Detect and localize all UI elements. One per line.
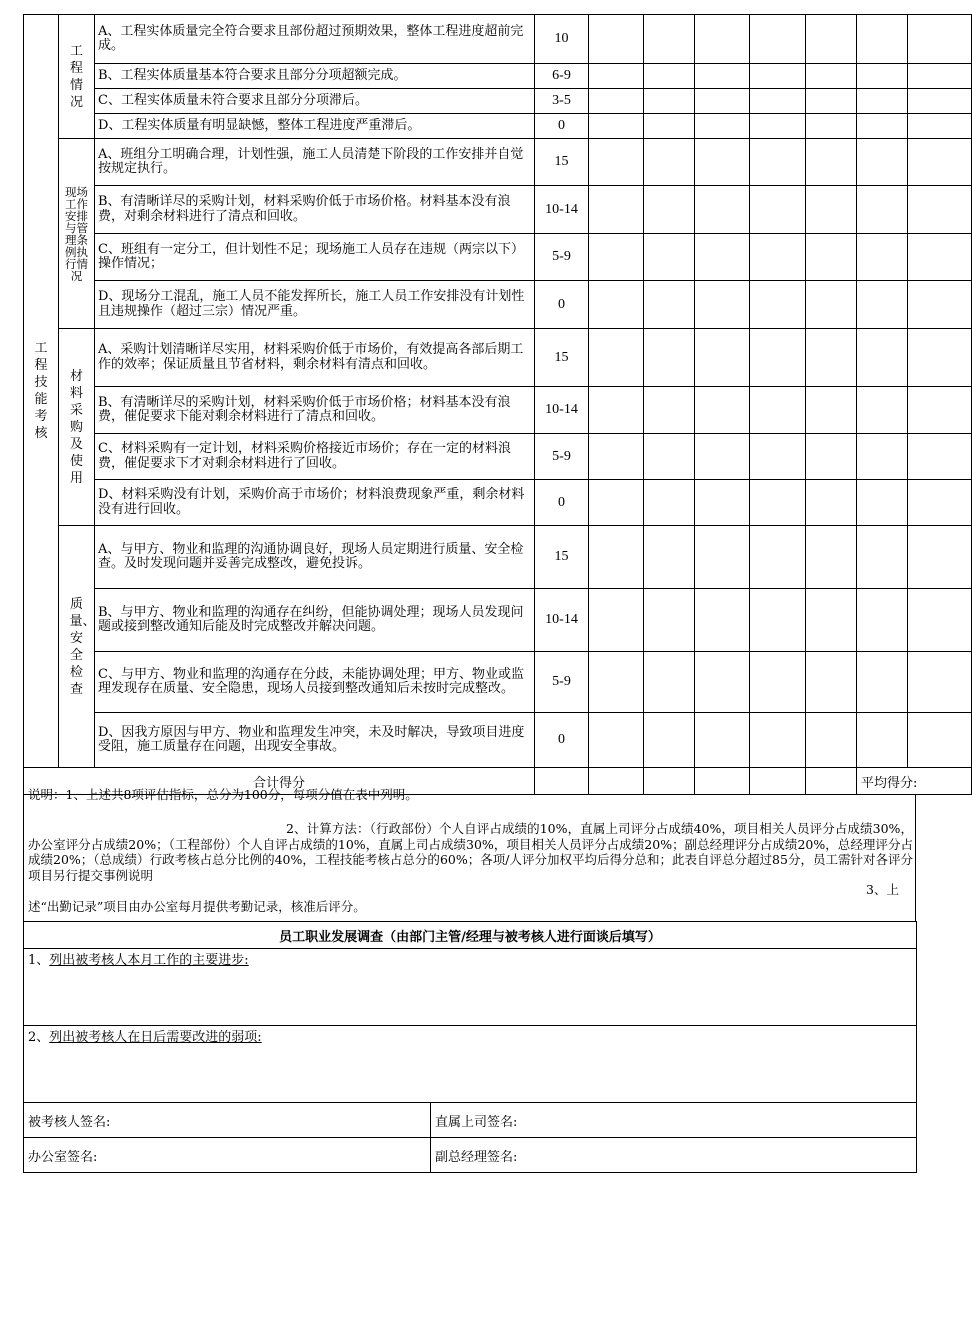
table-row bbox=[24, 139, 972, 186]
score-entry-cell[interactable] bbox=[589, 89, 644, 114]
score-entry-cell[interactable] bbox=[806, 589, 857, 652]
score-entry-cell[interactable] bbox=[589, 480, 644, 526]
table-row bbox=[24, 64, 972, 89]
score-entry-cell[interactable] bbox=[857, 713, 908, 768]
score-entry-cell[interactable] bbox=[695, 526, 750, 589]
table-row bbox=[24, 480, 972, 526]
survey-title: 员工职业发展调查（由部门主管/经理与被考核人进行面谈后填写） bbox=[24, 922, 917, 949]
score-entry-cell[interactable] bbox=[857, 652, 908, 713]
appraisal-sheet bbox=[23, 14, 916, 1173]
examinee-signature-field[interactable]: 被考核人签名: bbox=[24, 1103, 431, 1138]
criterion-description: B、与甲方、物业和监理的沟通存在纠纷，但能协调处理；现场人员发现问题或接到整改通知后能及时完成整改并解决问题。 bbox=[95, 589, 535, 652]
score-entry-cell[interactable] bbox=[695, 434, 750, 480]
criterion-description: B、工程实体质量基本符合要求且部分分项超额完成。 bbox=[95, 64, 535, 89]
score-entry-cell[interactable] bbox=[644, 480, 695, 526]
criterion-score-range: 15 bbox=[535, 526, 589, 589]
score-entry-cell[interactable] bbox=[589, 114, 644, 139]
total-score-label: 合计得分 bbox=[24, 768, 535, 795]
criterion-score-range: 15 bbox=[535, 139, 589, 186]
note-line-4: 述“出勤记录”项目由办公室每月提供考勤记录，核准后评分。 bbox=[28, 899, 366, 914]
survey-question-1[interactable] bbox=[24, 949, 917, 1026]
score-entry-cell[interactable] bbox=[695, 89, 750, 114]
score-entry-cell[interactable] bbox=[589, 15, 644, 64]
note-line-2: 2、计算方法：（行政部份）个人自评占成绩的10%，直属上司评分占成绩40%，项目相关人员评分占成绩30%，办公室评分占成绩20%；（工程部份）个人自评占成绩的10%，直属上司占成绩30%，项目相关人员评分占成绩20%；副总经理评分占成绩20%，总经理评分占成绩20%；（总成绩）行政考核占总分比例的40%，工程技能考核占总分的60%；各项/人评分加权平均后得分总和；此表自评总分超过85分，员工需针对各评分项目另行提交事例说明 bbox=[28, 821, 913, 883]
score-entry-cell[interactable] bbox=[695, 652, 750, 713]
score-entry-cell[interactable] bbox=[589, 281, 644, 329]
score-entry-cell[interactable] bbox=[806, 114, 857, 139]
table-row bbox=[24, 589, 972, 652]
criterion-score-range: 10-14 bbox=[535, 186, 589, 234]
criterion-description: B、有清晰详尽的采购计划，材料采购价低于市场价格；材料基本没有浪费，催促要求下能对剩余材料进行了清点和回收。 bbox=[95, 387, 535, 434]
score-entry-cell[interactable] bbox=[806, 713, 857, 768]
score-entry-cell[interactable] bbox=[750, 652, 806, 713]
note-line-1: 说明：1、上述共8项评估指标，总分为100分，每项分值在表中列明。 bbox=[28, 787, 418, 802]
score-entry-cell[interactable] bbox=[908, 713, 972, 768]
section-category-label: 材料采购及使用 bbox=[69, 368, 83, 486]
table-row bbox=[24, 186, 972, 234]
score-entry-cell[interactable] bbox=[806, 139, 857, 186]
criterion-score-range: 5-9 bbox=[535, 434, 589, 480]
evaluation-table bbox=[23, 14, 972, 795]
score-entry-cell[interactable] bbox=[750, 387, 806, 434]
score-entry-cell[interactable] bbox=[806, 64, 857, 89]
score-entry-cell[interactable] bbox=[644, 281, 695, 329]
score-entry-cell[interactable] bbox=[695, 139, 750, 186]
table-row bbox=[24, 281, 972, 329]
score-entry-cell[interactable] bbox=[857, 480, 908, 526]
section-category-cell bbox=[59, 526, 95, 768]
score-entry-cell[interactable] bbox=[695, 281, 750, 329]
score-entry-cell[interactable] bbox=[857, 434, 908, 480]
score-entry-cell[interactable] bbox=[857, 114, 908, 139]
score-entry-cell[interactable] bbox=[644, 589, 695, 652]
score-entry-cell[interactable] bbox=[806, 89, 857, 114]
score-entry-cell[interactable] bbox=[806, 652, 857, 713]
criterion-score-range: 5-9 bbox=[535, 234, 589, 281]
score-entry-cell[interactable] bbox=[806, 186, 857, 234]
section-category-label: 工程情况 bbox=[69, 43, 83, 110]
score-entry-cell[interactable] bbox=[750, 64, 806, 89]
score-entry-cell[interactable] bbox=[644, 526, 695, 589]
score-entry-cell[interactable] bbox=[695, 114, 750, 139]
score-entry-cell[interactable] bbox=[750, 589, 806, 652]
criterion-score-range: 6-9 bbox=[535, 64, 589, 89]
score-entry-cell[interactable] bbox=[806, 329, 857, 387]
criterion-description: A、班组分工明确合理，计划性强，施工人员清楚下阶段的工作安排并自觉按规定执行。 bbox=[95, 139, 535, 186]
score-entry-cell[interactable] bbox=[908, 186, 972, 234]
score-entry-cell[interactable] bbox=[908, 64, 972, 89]
score-entry-cell[interactable] bbox=[644, 434, 695, 480]
section-category-label: 现场工作安排与管理条例执行情况 bbox=[65, 184, 88, 283]
score-entry-cell[interactable] bbox=[750, 139, 806, 186]
score-entry-cell[interactable] bbox=[644, 64, 695, 89]
score-entry-cell[interactable] bbox=[750, 114, 806, 139]
table-row bbox=[24, 652, 972, 713]
notes-section bbox=[23, 787, 916, 921]
criterion-description: A、与甲方、物业和监理的沟通协调良好，现场人员定期进行质量、安全检查。及时发现问题并妥善完成整改，避免投诉。 bbox=[95, 526, 535, 589]
table-row bbox=[24, 234, 972, 281]
question-2-text: 列出被考核人在日后需要改进的弱项: bbox=[49, 1030, 262, 1045]
score-entry-cell[interactable] bbox=[908, 114, 972, 139]
survey-question-2[interactable] bbox=[24, 1026, 917, 1103]
score-entry-cell[interactable] bbox=[589, 589, 644, 652]
question-1-number: 1、 bbox=[28, 953, 50, 968]
score-entry-cell[interactable] bbox=[589, 139, 644, 186]
score-entry-cell[interactable] bbox=[857, 589, 908, 652]
score-entry-cell[interactable] bbox=[908, 281, 972, 329]
table-row bbox=[24, 114, 972, 139]
score-entry-cell[interactable] bbox=[908, 480, 972, 526]
score-entry-cell[interactable] bbox=[806, 480, 857, 526]
score-entry-cell[interactable] bbox=[589, 713, 644, 768]
criterion-score-range: 5-9 bbox=[535, 652, 589, 713]
score-entry-cell[interactable] bbox=[908, 652, 972, 713]
score-entry-cell[interactable] bbox=[908, 387, 972, 434]
criterion-score-range: 10-14 bbox=[535, 589, 589, 652]
score-entry-cell[interactable] bbox=[857, 15, 908, 64]
score-entry-cell[interactable] bbox=[857, 281, 908, 329]
score-entry-cell[interactable] bbox=[750, 526, 806, 589]
criterion-description: C、与甲方、物业和监理的沟通存在分歧，未能协调处理；甲方、物业或监理发现存在质量、安全隐患，现场人员接到整改通知后未按时完成整改。 bbox=[95, 652, 535, 713]
score-entry-cell[interactable] bbox=[857, 64, 908, 89]
score-entry-cell[interactable] bbox=[857, 234, 908, 281]
table-row bbox=[24, 15, 972, 64]
score-entry-cell[interactable] bbox=[695, 15, 750, 64]
score-entry-cell[interactable] bbox=[750, 186, 806, 234]
score-entry-cell[interactable] bbox=[750, 234, 806, 281]
score-entry-cell[interactable] bbox=[589, 387, 644, 434]
criterion-score-range: 10 bbox=[535, 15, 589, 64]
score-entry-cell[interactable] bbox=[589, 186, 644, 234]
score-entry-cell[interactable] bbox=[695, 713, 750, 768]
score-entry-cell[interactable] bbox=[750, 480, 806, 526]
supervisor-signature-field[interactable]: 直属上司签名: bbox=[431, 1103, 917, 1138]
score-entry-cell[interactable] bbox=[644, 186, 695, 234]
criterion-score-range: 0 bbox=[535, 281, 589, 329]
survey-table bbox=[23, 921, 917, 1173]
score-entry-cell[interactable] bbox=[750, 15, 806, 64]
score-entry-cell[interactable] bbox=[589, 526, 644, 589]
score-entry-cell[interactable] bbox=[857, 329, 908, 387]
score-entry-cell[interactable] bbox=[644, 387, 695, 434]
section-category-cell bbox=[59, 15, 95, 139]
score-entry-cell[interactable] bbox=[589, 652, 644, 713]
section-category-cell bbox=[59, 329, 95, 526]
score-entry-cell[interactable] bbox=[695, 387, 750, 434]
score-entry-cell[interactable] bbox=[695, 589, 750, 652]
main-category-label: 工程技能考核 bbox=[34, 341, 48, 441]
score-entry-cell[interactable] bbox=[908, 589, 972, 652]
score-entry-cell[interactable] bbox=[644, 15, 695, 64]
score-entry-cell[interactable] bbox=[806, 434, 857, 480]
deputy-gm-signature-field[interactable]: 副总经理签名: bbox=[431, 1138, 917, 1173]
score-entry-cell[interactable] bbox=[857, 139, 908, 186]
criterion-description: D、工程实体质量有明显缺憾，整体工程进度严重滞后。 bbox=[95, 114, 535, 139]
criterion-description: C、班组有一定分工，但计划性不足；现场施工人员存在违规（两宗以下）操作情况； bbox=[95, 234, 535, 281]
score-entry-cell[interactable] bbox=[908, 434, 972, 480]
score-entry-cell[interactable] bbox=[908, 89, 972, 114]
score-entry-cell[interactable] bbox=[750, 329, 806, 387]
score-entry-cell[interactable] bbox=[857, 387, 908, 434]
question-1-text: 列出被考核人本月工作的主要进步: bbox=[49, 953, 249, 968]
score-entry-cell[interactable] bbox=[644, 652, 695, 713]
score-entry-cell[interactable] bbox=[589, 64, 644, 89]
score-entry-cell[interactable] bbox=[644, 234, 695, 281]
criterion-score-range: 0 bbox=[535, 713, 589, 768]
office-signature-field[interactable]: 办公室签名: bbox=[24, 1138, 431, 1173]
score-entry-cell[interactable] bbox=[644, 89, 695, 114]
criterion-score-range: 0 bbox=[535, 480, 589, 526]
score-entry-cell[interactable] bbox=[589, 329, 644, 387]
score-entry-cell[interactable] bbox=[750, 89, 806, 114]
score-entry-cell[interactable] bbox=[644, 114, 695, 139]
criterion-score-range: 10-14 bbox=[535, 387, 589, 434]
score-entry-cell[interactable] bbox=[806, 526, 857, 589]
score-entry-cell[interactable] bbox=[695, 234, 750, 281]
score-entry-cell[interactable] bbox=[750, 713, 806, 768]
section-category-label: 质量、安全检查 bbox=[69, 596, 96, 697]
criterion-description: D、材料采购没有计划，采购价高于市场价；材料浪费现象严重，剩余材料没有进行回收。 bbox=[95, 480, 535, 526]
criterion-description: C、材料采购有一定计划，材料采购价格接近市场价；存在一定的材料浪费，催促要求下才对剩余材料进行了回收。 bbox=[95, 434, 535, 480]
table-row bbox=[24, 526, 972, 589]
score-entry-cell[interactable] bbox=[857, 89, 908, 114]
note-line-3: 3、上 bbox=[866, 882, 899, 897]
score-entry-cell[interactable] bbox=[589, 434, 644, 480]
score-entry-cell[interactable] bbox=[806, 281, 857, 329]
score-entry-cell[interactable] bbox=[644, 139, 695, 186]
score-entry-cell[interactable] bbox=[806, 234, 857, 281]
criterion-description: A、工程实体质量完全符合要求且部份超过预期效果，整体工程进度超前完成。 bbox=[95, 15, 535, 64]
section-category-cell bbox=[59, 139, 95, 329]
score-entry-cell[interactable] bbox=[695, 64, 750, 89]
criterion-score-range: 0 bbox=[535, 114, 589, 139]
criterion-score-range: 3-5 bbox=[535, 89, 589, 114]
score-entry-cell[interactable] bbox=[695, 329, 750, 387]
table-row bbox=[24, 329, 972, 387]
score-entry-cell[interactable] bbox=[908, 526, 972, 589]
score-entry-cell[interactable] bbox=[806, 387, 857, 434]
score-entry-cell[interactable] bbox=[908, 15, 972, 64]
score-entry-cell[interactable] bbox=[750, 434, 806, 480]
score-entry-cell[interactable] bbox=[644, 713, 695, 768]
table-row bbox=[24, 713, 972, 768]
score-entry-cell[interactable] bbox=[695, 186, 750, 234]
score-entry-cell[interactable] bbox=[695, 480, 750, 526]
table-row bbox=[24, 89, 972, 114]
table-row bbox=[24, 387, 972, 434]
score-entry-cell[interactable] bbox=[857, 186, 908, 234]
score-entry-cell[interactable] bbox=[908, 139, 972, 186]
score-entry-cell[interactable] bbox=[806, 15, 857, 64]
criterion-score-range: 15 bbox=[535, 329, 589, 387]
criterion-description: D、因我方原因与甲方、物业和监理发生冲突，未及时解决，导致项目进度受阻，施工质量存在问题，出现安全事故。 bbox=[95, 713, 535, 768]
criterion-description: C、工程实体质量未符合要求且部分分项滞后。 bbox=[95, 89, 535, 114]
criterion-description: A、采购计划清晰详尽实用，材料采购价低于市场价，有效提高各部后期工作的效率；保证质量且节省材料，剩余材料有清点和回收。 bbox=[95, 329, 535, 387]
main-category-cell bbox=[24, 15, 59, 768]
criterion-description: D、现场分工混乱，施工人员不能发挥所长，施工人员工作安排没有计划性且违规操作（超过三宗）情况严重。 bbox=[95, 281, 535, 329]
score-entry-cell[interactable] bbox=[589, 234, 644, 281]
score-entry-cell[interactable] bbox=[908, 234, 972, 281]
score-entry-cell[interactable] bbox=[750, 281, 806, 329]
criterion-description: B、有清晰详尽的采购计划，材料采购价低于市场价格。材料基本没有浪费，对剩余材料进行了清点和回收。 bbox=[95, 186, 535, 234]
score-entry-cell[interactable] bbox=[908, 329, 972, 387]
score-entry-cell[interactable] bbox=[857, 526, 908, 589]
average-score-label[interactable]: 平均得分: bbox=[857, 768, 972, 795]
question-2-number: 2、 bbox=[28, 1030, 50, 1045]
table-row bbox=[24, 434, 972, 480]
score-entry-cell[interactable] bbox=[644, 329, 695, 387]
